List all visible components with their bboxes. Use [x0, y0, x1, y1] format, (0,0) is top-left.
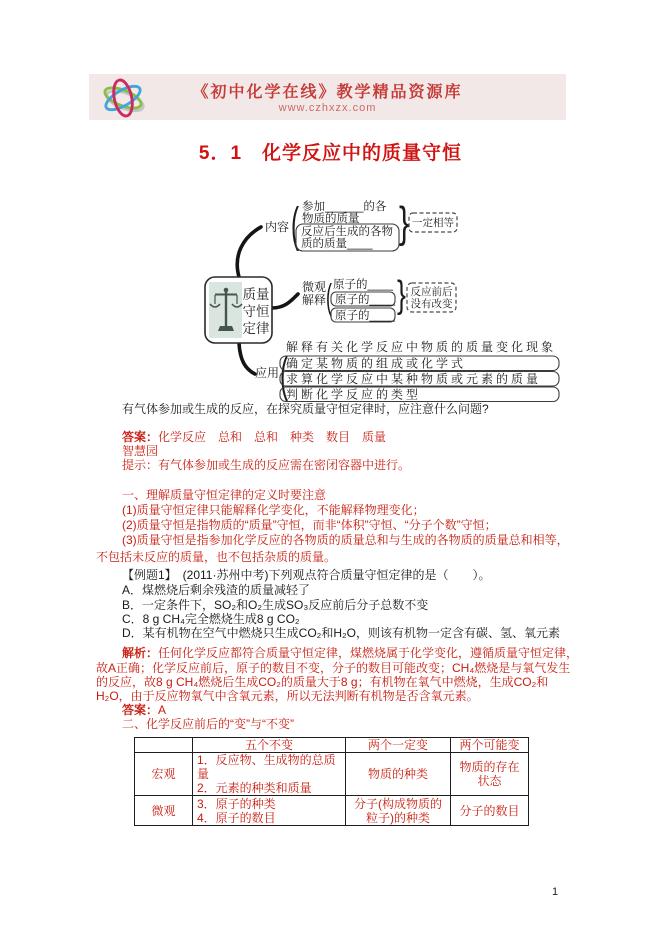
branch-line-micro	[272, 294, 298, 308]
macro-must-change-cell: 物质的种类	[346, 753, 451, 796]
table-row-micro	[135, 796, 529, 826]
atom-logo-icon	[94, 72, 152, 124]
micro-result-line2: 没有改变	[410, 298, 453, 310]
rule-point-2: (2)质量守恒是指物质的“质量”守恒，而非“体积”守恒、“分子个数”守恒；	[122, 518, 497, 532]
macro-scope-cell: 宏观	[135, 753, 193, 796]
law-node-line2: 守恒	[242, 304, 270, 319]
analysis-line-1	[96, 646, 627, 660]
content-result: 一定相等	[412, 217, 454, 229]
question-text: 有气体参加或生成的反应，在探究质量守恒定律时，应注意什么问题?	[122, 402, 489, 416]
answer-label: 答案：	[122, 430, 159, 444]
micro-unchanged-line2: 4．原子的数目	[197, 810, 276, 825]
apply-branch-label: 应用	[255, 366, 280, 380]
rule-point-1: (1)质量守恒定律只能解释化学变化，不能解释物理变化；	[122, 503, 425, 517]
apply-item1: 解释有关化学反应中物质的质量变化现象	[286, 340, 557, 354]
analysis-line-2: 故A正确；化学反应前后，原子的数目不变，分子的数目可能改变；CH₄燃烧是与氧气发生	[96, 661, 571, 675]
wisdom-garden-label: 智慧园	[122, 444, 159, 458]
balance-scale-icon	[209, 282, 242, 338]
answer-line	[96, 430, 627, 444]
table-header-may-change: 两个可能变	[451, 738, 529, 753]
content-branch-label: 内容	[265, 220, 290, 234]
micro-must-change-line1: 分子(构成物质的	[354, 796, 442, 811]
answer2-label: 答案：	[122, 703, 159, 717]
section-two-heading: 二、化学反应前后的“变”与“不变”	[122, 717, 294, 731]
concept-map-diagram	[195, 193, 567, 405]
micro-item2: 原子的____	[335, 294, 396, 306]
micro-must-change-line2: 粒子)的种类	[366, 810, 430, 825]
macro-may-change-line2: 状态	[477, 774, 502, 788]
page-title: 5．1 化学反应中的质量守恒	[198, 143, 463, 164]
rule-point-3: (3)质量守恒是指参加化学反应的各物质的质量总和与生成的各物质的质量总和相等，	[122, 533, 569, 547]
example-heading: 【例题1】 (2011·苏州中考)下列观点符合质量守恒定律的是（ ）。	[122, 568, 491, 582]
answer-a-line	[96, 703, 627, 717]
analysis-label: 解析：	[122, 646, 159, 660]
close-brace-icon: }	[397, 272, 406, 316]
rule-point-3-continued: 不包括未反应的质量，也不包括杂质的质量。	[96, 550, 337, 564]
site-header-band	[89, 74, 566, 120]
macro-unchanged-line2: 2．元素的种类和质量	[197, 781, 312, 795]
site-title: 《初中化学在线》教学精品资源库	[192, 84, 463, 101]
open-brace-icon: (	[291, 199, 299, 253]
micro-branch-label-line1: 微观	[302, 280, 327, 294]
hint-line: 提示：有气体参加或生成的反应需在密闭容器中进行。	[122, 458, 411, 472]
table-header-empty	[135, 738, 193, 753]
micro-unchanged-cell	[193, 796, 346, 826]
option-a: A．煤燃烧后剩余残渣的质量减轻了	[122, 583, 311, 597]
law-node-line3: 定律	[242, 321, 270, 336]
apply-item4: 判断化学反应的类型	[286, 387, 422, 402]
analysis-text-1: 任何化学反应都符合质量守恒定律，煤燃烧属于化学变化，遵循质量守恒定律，	[158, 646, 579, 660]
table-row-macro	[135, 753, 529, 796]
option-b: B．一定条件下，SO₂和O₂生成SO₃反应前后分子总数不变	[122, 598, 429, 612]
content-item2-line2: 质的质量____	[301, 238, 373, 250]
micro-item1: 原子的____	[333, 279, 394, 291]
content-item1-line1: 参加______的各	[302, 201, 387, 213]
table-header-must-change: 两个一定变	[346, 738, 451, 753]
answer-text: 化学反应 总和 总和 种类 数目 质量	[158, 430, 387, 444]
law-node-line1: 质量	[242, 287, 270, 302]
micro-scope-cell: 微观	[135, 796, 193, 826]
apply-item2: 确定某物质的组成或化学式	[286, 356, 467, 371]
site-url: www.czhxzx.com	[278, 102, 377, 114]
macro-unchanged-line1: 1．反应物、生成物的总质量	[197, 753, 336, 781]
close-brace-icon: }	[399, 198, 410, 248]
micro-result-line1: 反应前后	[410, 286, 453, 298]
page-number: 1	[552, 886, 559, 898]
macro-may-change-line1: 物质的存在	[459, 760, 520, 774]
branch-line-apply	[239, 343, 255, 374]
macro-may-change-cell	[451, 753, 529, 796]
apply-item3: 求算化学反应中某种物质或元素的质量	[286, 372, 542, 386]
answer2-text: A	[158, 703, 167, 717]
micro-may-change-cell: 分子的数目	[451, 796, 529, 826]
branch-line-content	[237, 227, 261, 277]
micro-must-change-cell	[346, 796, 451, 826]
table-header-unchanged: 五个不变	[193, 738, 346, 753]
micro-item3: 原子的____	[335, 310, 396, 322]
option-d: D．某有机物在空气中燃烧只生成CO₂和H₂O，则该有机物一定含有碳、氢、氧元素	[122, 626, 560, 640]
macro-unchanged-cell	[193, 753, 346, 796]
change-table	[134, 737, 529, 826]
micro-unchanged-line1: 3．原子的种类	[197, 796, 276, 811]
open-brace-icon: (	[280, 349, 288, 403]
section-one-heading: 一、理解质量守恒定律的定义时要注意	[122, 488, 327, 502]
analysis-line-4: H₂O，由于反应物氧气中含氧元素，所以无法判断有机物是否含氧元素。	[96, 689, 479, 703]
option-c: C．8 g CH₄完全燃烧生成8 g CO₂	[122, 612, 300, 626]
micro-branch-label-line2: 解释	[302, 293, 327, 307]
analysis-line-3: 的反应，故8 g CH₄燃烧后生成CO₂的质量大于8 g；有机物在氧气中燃烧，生成CO₂和	[96, 675, 549, 689]
content-item2-line1: 反应后生成的各物	[301, 226, 393, 238]
table-header-row	[135, 738, 529, 753]
open-brace-icon: (	[326, 277, 332, 318]
content-item1-line2: 物质的质量____	[302, 213, 386, 225]
